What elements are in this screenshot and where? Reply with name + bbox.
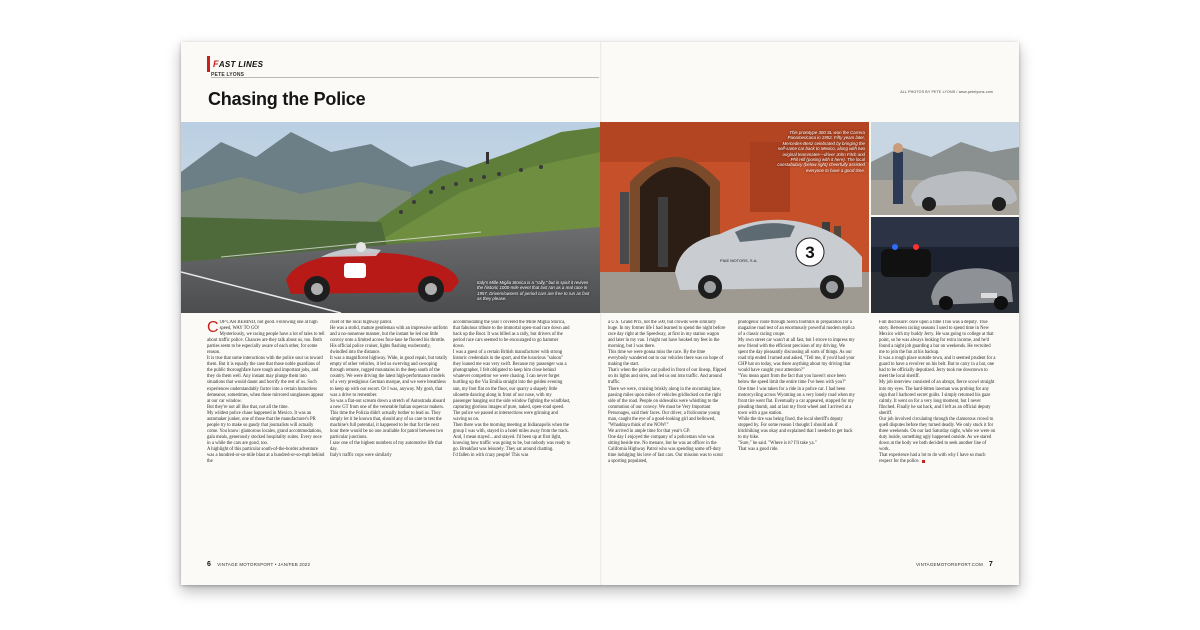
footer-left (207, 561, 310, 568)
paragraph: Full disclosure: once upon a time I too was a deputy. True story. Between racing seasons I used to spend time in New Mexico with my buddy Jerry. He was going to college at that point, so he was always looking for extra income, and he'd found a night job guarding a bar on weekends. He recruited me to join the fun at his backup. (879, 320, 994, 356)
paragraph: photogenic route through Sierra foothills in preparation for a magazine road test of an enormously powerful modern replica of a classic racing coupe. (738, 320, 855, 338)
footer-right (916, 561, 993, 568)
photo-phil-hill (871, 122, 1019, 215)
tag-accent-bar (207, 56, 210, 72)
article-title: Chasing the Police (208, 89, 366, 109)
body-column-4 (608, 320, 726, 556)
paragraph: So was a flat-out scream down a stretch of Autostrada aboard a new GT from one of the venerable Italian supercar makers. This time the Polizia didn't actually bother to lead us. They simply let it be known that, should any of us care to test the machine's full potential, it happened to be that for the next hour there would be no one available for patrol between two particular junctions. (330, 398, 446, 440)
paragraph: I was a guest of a certain British manufacturer with strong historic credentials in the sport, and the luxurious "saloon" they loaned me was very swift. Because my passenger was a photographer, I felt obligated to keep him close behind whatever competitor we were chasing. I can never forget hurtling up the Via Emilia straight into the golden evening sun, my foot flat on the floor, our quarry a shapely little silouette dancing along in front of our nose, with my passenger hanging out the side window fighting the windblast, capturing glorious images of pure, naked, open-road speed. (453, 350, 571, 410)
car-lettering: PIAE MOTORS, S.A. (720, 258, 758, 263)
paragraph: That's when the police car pulled in front of our lineup, flipped on its lights and siren, and led us out into traffic. And around traffic. (608, 368, 726, 386)
end-mark-icon (922, 460, 925, 463)
body-column-3 (453, 320, 571, 556)
paragraph: Then there was the morning meeting at Indianapolis when the group I was with, stayed in a hotel miles away from the track. And, I mean stayed... and stayed. I'd been up at first light, knowing how traffic was going to be, but nobody was ready to go. Breakfast was leisurely. They sat around chatting. (453, 422, 571, 452)
footer-right-text: VINTAGEMOTORSPORT.COM (915, 562, 983, 567)
paragraph: chief of the local highway patrol. (330, 320, 393, 325)
race-number: 3 (805, 243, 815, 262)
body-column-5 (738, 320, 856, 556)
paragraph: My wildest police chase happened in Mexico. It was an automaker junket, one of those that the manufacturer's PR people try to make so gaudy that journalists will actually come. You know: glamorous locales, grand accommodations, gala meals, generously stocked hospitality suites. Every once in a while the cars are good, too. (207, 410, 323, 446)
paragraph: That experience had a lot to do with why I have so much respect for the police. (879, 453, 986, 465)
paragraph: The police we passed at intersections were grinning and waving us on. (453, 410, 558, 422)
body-column-6 (879, 320, 997, 556)
paragraph: While the tire was being fixed, the local sheriff's deputy stopped by. For some reason I thought I should ask if hitchhiking was okay and explained that I needed to get back to my bike. (738, 416, 853, 440)
paragraph: It is true that some interactions with the police sour us toward them. But it is equally the case that those noble guardians of the public thoroughfare have tough and important jobs, and they do them well. Any instant may plunge them into situations that would daunt and horrify the rest of us. Such experiences understandably factor into a certain humorless demeanor, sometimes, when those mirrored sunglasses appear at our car window. (207, 356, 324, 404)
paragraph: "Sure," he said. "Where is it? I'll take ya." (738, 440, 817, 446)
paragraph: But they're not all like that, not all the time. (207, 404, 289, 410)
photo2-caption: This prototype 300 SL won the Carrera Panamericana in 1952. Fifty years later, Mercedes-Benz celebrated by bringing the self-same car back to Mexico, along with two original teammates—driver John Fitch and Phil Hill (posing with it here). The local constabulary (below right) cheerfully assisted everyone to have a good time. (777, 130, 865, 173)
magazine-spread (181, 42, 1019, 585)
paragraph: COP CAR BEHIND, not good. Following one at high speed, WAY TO GO! (207, 320, 318, 336)
section-label: FAST LINES (213, 59, 264, 69)
paragraph: One time I was taken for a ride in a police car. I had been motorcycling across Wyoming on a very lonely road when my front tire went flat. Eventually a car appeared, stopped for my pleading thumb, and at last my front wheel and I arrived at a town with a gas station. (738, 386, 855, 416)
paragraph: Italy's traffic cops were similarly (330, 453, 392, 459)
photo-credit: ALL PHOTOS BY PETE LYONS / www.petelyons.com (900, 90, 993, 94)
paragraph: "You mean apart from the fact that you haven't once been below the speed limit the entire time I've been with you?" (738, 374, 847, 386)
paragraph: Our job involved circulating through the clamorous crowd to quell disputes before they turned deadly. We only stuck it for three weekends. On our last Saturday night, while we were on duty inside, something ugly happened outside. As we stared down at the body we both decided to seek another line of work. (879, 416, 996, 452)
paragraph: Mysteriously, we racing people have a lot of tales to tell about traffic police. Chances are they talk about us, too. Both parties seem to be especially aware of each other, for some reason. (207, 332, 325, 356)
photo1-caption: Italy's Mille Miglia Storica is a "rally," but in spirit it revives the historic 1000-mile event that last ran as a real race in 1957. Drivers/owners of period cars are free to run as fast as they please. (477, 280, 590, 302)
header-rule (211, 77, 599, 78)
section-tag (207, 56, 263, 72)
paragraph: One day I enjoyed the company of a policeman who was sitting beside me. No menace, but he was an officer in the California Highway Patrol who was spending some off-duty time indulging his love of fast cars. Our mission was to scout a sporting populated, (608, 434, 723, 465)
paragraph: A highlight of this particular south-of-the-border adventure was a hundred-or-so-mile blast at a hundred-or-so-mph behind the (207, 446, 325, 465)
page-number-right: 7 (988, 561, 993, 568)
page-number-left: 6 (207, 561, 212, 568)
paragraph: It was a magnificent highway. Wide, in good repair, but totally empty of other vehicles, it led us swerving and swooping through remote, rugged mountains in the deep south of the country. We were driving the latest high-performance models of a very prestigious German marque, and we were breathless to keep up with our escort. Or I was, anyway. My gosh, that was a drive to remember. (330, 356, 448, 398)
paragraph: That was a good ride. (738, 446, 779, 452)
paragraph: accommodating the year I covered the Mille Miglia Storica, that fabulous tribute to the immortal open-road race down and back up the Boot. It was billed as a rally, but drivers of the period race cars seemed to be encouraged to go hammer down. (453, 320, 570, 350)
photo-police-car (871, 217, 1019, 313)
paragraph: It was a rough place outside town, and it seemed prudent for a guard to have a revolver on his belt. But to carry in a bar, one had to be officially deputized. Jerry took me downtown to meet the local sheriff. (879, 356, 996, 380)
paragraph: a U.S. Grand Prix, not the 500, but crowds were similarly huge. In my former life I had learned to spend the night before race day right at the Speedway, at first in my station wagon and later in my van. I might not have hooked my feet in the morning, but I was there. (608, 320, 726, 350)
paragraph: This time we were gonna miss the race. By the time everybody wandered out to our vehicles there was no hope of making the start. (608, 350, 724, 368)
byline: PETE LYONS (211, 72, 245, 78)
paragraph: I'd fallen in with crazy people! This was (453, 453, 529, 459)
paragraph: My job interview consisted of an abrupt, fierce scowl straight into my eyes. The hard-bitten lawman was probing for any sign that I harbored secret guilts. I simply returned his gaze calmly. It went on for a very long moment, but I never flinched. Finally he sat back, and I left as an official deputy sheriff. (879, 380, 995, 416)
footer-left-text: VINTAGE MOTORSPORT • JAN/FEB 2022 (217, 562, 311, 567)
body-column-1 (207, 320, 325, 556)
paragraph: We arrived in ample time for that year's GP. (608, 428, 691, 434)
paragraph: He was a stolid, mature gentleman with an impressive uniform and a no-nonsense manner, but the instant he led our little convoy onto a limited access four-lane he floored his throttle. His official police cruiser, lights flashing exuberantly, dwindled into the distance. (330, 326, 448, 356)
drop-cap: C (207, 320, 219, 336)
paragraph: My own street car wasn't at all fast, but I strove to impress my new friend with the efficient precision of my driving. We spent the day pleasantly discussing all sorts of things. As our road trip ended I turned and asked, "Tell me, if you'd had your CHP hat on today, was there anything about my driving that would have caught your attention?" (738, 338, 855, 374)
body-column-2 (330, 320, 448, 556)
paragraph: I saw one of the highest numbers of my automotive life that day. (330, 440, 443, 452)
paragraph: There we were, cruising briskly along in the oncoming lane, passing miles upon miles of vehicles gridlocked on the right side of the road. People on sidewalks were whistling to the commotion of our convoy. We must be Very Important Personages, said their faces. Our driver, a frolicsome young man, caught the eye of a good-looking girl and bellowed, "Whaddaya think of me NOW!" (608, 386, 721, 428)
